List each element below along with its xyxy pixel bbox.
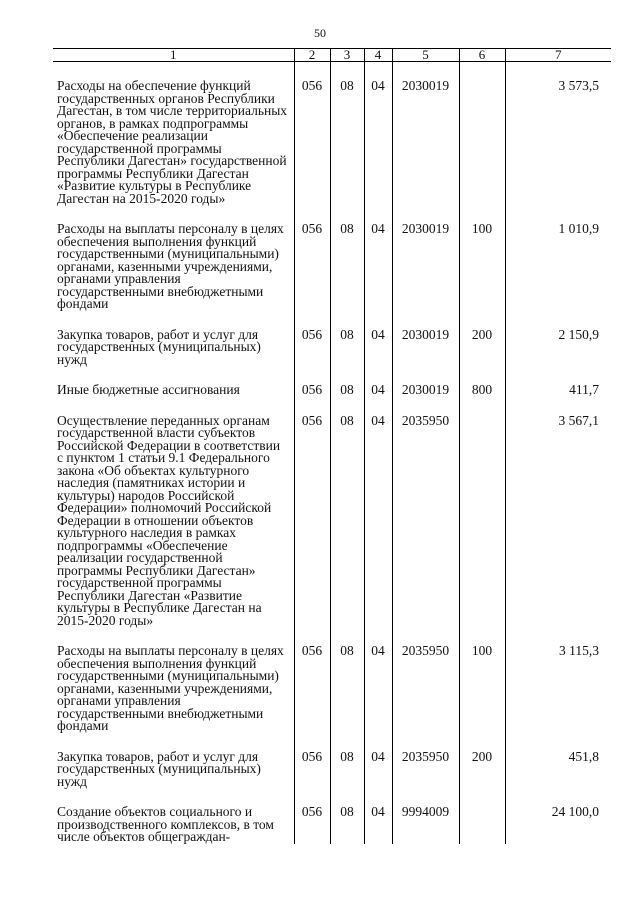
row-name: Закупка товаров, работ и услуг для государственных (муниципальных) нужд	[57, 748, 261, 789]
row-name: Иные бюджетные ассигнования	[57, 382, 240, 397]
row-c4: 04	[364, 223, 392, 311]
row-c6: 100	[459, 645, 505, 733]
table-row	[53, 751, 611, 789]
row-c7: 2 150,9	[505, 329, 611, 367]
row-c6: 200	[459, 329, 505, 367]
row-c6: 200	[459, 751, 505, 789]
row-c5: 2030019	[392, 384, 459, 397]
table-row	[53, 806, 611, 844]
row-c5: 2030019	[392, 223, 459, 311]
table-row	[53, 80, 611, 205]
row-c5: 2035950	[392, 751, 459, 789]
row-c4: 04	[364, 415, 392, 628]
row-c6: 100	[459, 223, 505, 311]
row-c3: 08	[330, 415, 364, 628]
row-name: Создание объектов социального и производственного комплексов, в том числе объектов общеграждан-	[57, 804, 274, 844]
row-c2: 056	[294, 645, 330, 733]
table-row	[53, 384, 611, 397]
row-c3: 08	[330, 751, 364, 789]
header-col-3: 3	[330, 49, 364, 62]
table-row	[53, 645, 611, 733]
row-c7: 24 100,0	[505, 806, 611, 844]
row-c2: 056	[294, 80, 330, 205]
row-c7: 1 010,9	[505, 223, 611, 311]
row-name: Расходы на обеспечение функций государственных органов Республики Дагестан, в том числе территориальных органов, в рамках подпрограммы «Обеспечение реализации государственной программы Республики Дагестан» государственной программы Республики Дагестан «Развитие культуры в Республике Дагестан на 2015-2020 годы»	[57, 78, 288, 206]
row-name: Расходы на выплаты персоналу в целях обеспечения выполнения функций государственными (муниципальными) органами, казенными учреждениями, органами управления государственными внебюджетными фондами	[57, 643, 284, 733]
row-c6	[459, 415, 505, 628]
row-c2: 056	[294, 329, 330, 367]
row-c4: 04	[364, 329, 392, 367]
table-row	[53, 223, 611, 311]
row-c4: 04	[364, 645, 392, 733]
row-name: Закупка товаров, работ и услуг для государственных (муниципальных) нужд	[57, 326, 261, 367]
header-row	[53, 49, 611, 62]
row-c7: 411,7	[505, 384, 611, 397]
row-c5: 2035950	[392, 415, 459, 628]
row-c7: 451,8	[505, 751, 611, 789]
row-c4: 04	[364, 80, 392, 205]
row-c7: 3 573,5	[505, 80, 611, 205]
row-c5: 9994009	[392, 806, 459, 844]
row-c2: 056	[294, 806, 330, 844]
header-col-7: 7	[505, 49, 611, 62]
row-c3: 08	[330, 384, 364, 397]
row-c3: 08	[330, 645, 364, 733]
row-c3: 08	[330, 223, 364, 311]
header-col-1: 1	[53, 49, 294, 62]
budget-table	[53, 48, 611, 844]
row-c6	[459, 806, 505, 844]
row-c7: 3 567,1	[505, 415, 611, 628]
header-col-4: 4	[364, 49, 392, 62]
table-row	[53, 329, 611, 367]
row-c4: 04	[364, 384, 392, 397]
row-name: Расходы на выплаты персоналу в целях обеспечения выполнения функций государственными (муниципальными) органами, казенными учреждениями, органами управления государственными внебюджетными фондами	[57, 221, 284, 311]
header-col-5: 5	[392, 49, 459, 62]
row-c2: 056	[294, 415, 330, 628]
header-col-6: 6	[459, 49, 505, 62]
row-c5: 2030019	[392, 329, 459, 367]
row-c7: 3 115,3	[505, 645, 611, 733]
row-c4: 04	[364, 751, 392, 789]
header-col-2: 2	[294, 49, 330, 62]
row-c5: 2035950	[392, 645, 459, 733]
row-c2: 056	[294, 751, 330, 789]
table-row	[53, 415, 611, 628]
row-c2: 056	[294, 384, 330, 397]
row-c3: 08	[330, 806, 364, 844]
row-c6: 800	[459, 384, 505, 397]
row-c3: 08	[330, 329, 364, 367]
row-c6	[459, 80, 505, 205]
row-c2: 056	[294, 223, 330, 311]
row-c4: 04	[364, 806, 392, 844]
page-number: 50	[314, 26, 326, 40]
row-name: Осуществление переданных органам государственной власти субъектов Российской Федерации в соответствии с пунктом 1 статьи 9.1 Федерального закона «Об объектах культурного наследия (памятниках истории и культуры) народов Российской Федерации» полномочий Российской Федерации в отношении объектов культурного наследия в рамках подпрограммы «Обеспечение реализации государственной программы Республики Дагестан» государственной программы Республики Дагестан «Развитие культуры в Республике Дагестан на 2015-2020 годы»	[57, 412, 281, 628]
row-c5: 2030019	[392, 80, 459, 205]
row-c3: 08	[330, 80, 364, 205]
